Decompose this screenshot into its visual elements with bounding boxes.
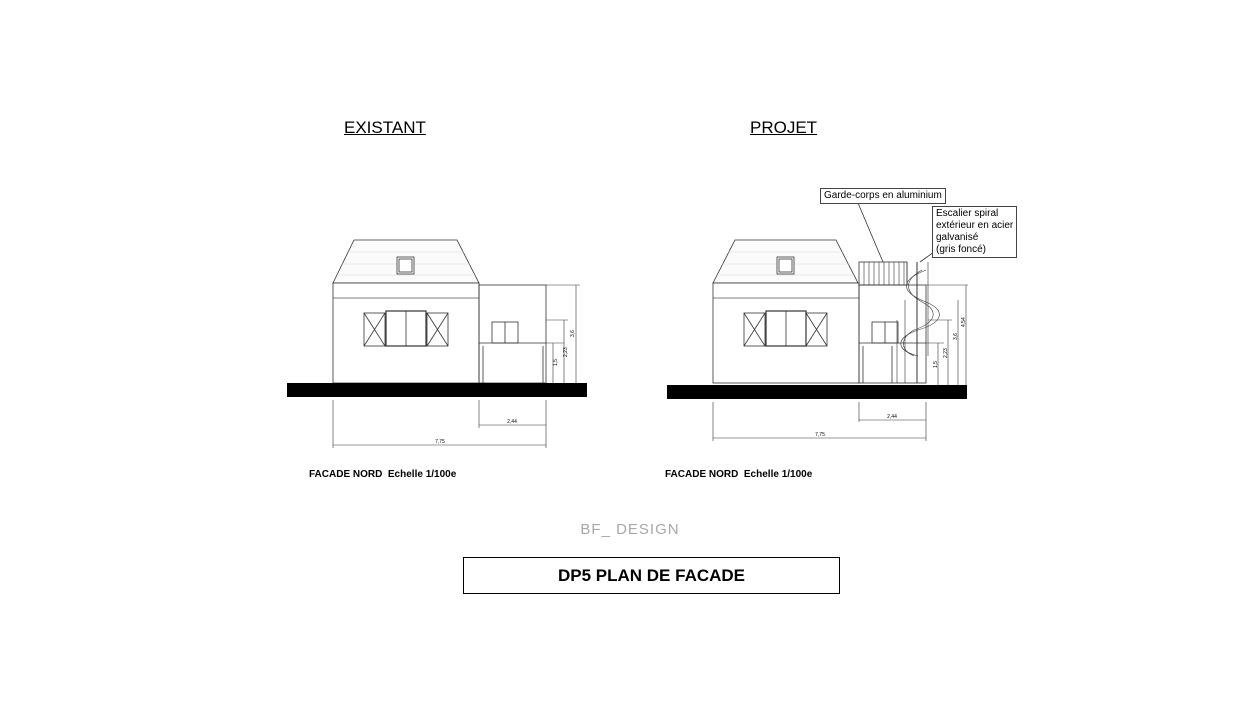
project-dim-h4: 4,54 xyxy=(961,317,967,327)
project-dim-h3: 3,6 xyxy=(953,333,959,340)
project-dim-h1: 1,5 xyxy=(933,361,939,368)
existing-dim-width-annex: 2,44 xyxy=(507,419,517,425)
stair-callout xyxy=(932,206,1017,258)
project-roof-window xyxy=(777,257,794,274)
brand-watermark: BF_ DESIGN xyxy=(580,521,680,538)
existing-dim-h2: 2,23 xyxy=(563,347,569,357)
project-railing xyxy=(859,262,907,285)
sheet-title-box xyxy=(463,557,840,594)
existing-dim-h3: 3,6 xyxy=(570,330,576,337)
existing-dim-h1: 1,5 xyxy=(553,359,559,366)
stair-callout-line-2: extérieur en acier xyxy=(936,220,1014,231)
existing-heading: EXISTANT xyxy=(344,118,426,137)
railing-callout: Garde-corps en aluminium xyxy=(820,188,946,204)
project-dim-width-annex: 2,44 xyxy=(887,414,897,420)
stair-callout-line-1: Escalier spiral xyxy=(936,208,999,219)
stair-callout-line-4: (gris foncé) xyxy=(936,244,987,255)
project-dim-width-total: 7,75 xyxy=(815,432,825,438)
sheet-title: DP5 PLAN DE FACADE xyxy=(557,565,746,585)
project-ground-slab xyxy=(667,385,967,399)
stair-callout-line-3: galvanisé xyxy=(936,232,979,243)
existing-caption: FACADE NORD Echelle 1/100e xyxy=(309,469,457,480)
project-dim-h2: 2,23 xyxy=(943,348,949,358)
project-caption: FACADE NORD Echelle 1/100e xyxy=(665,469,813,480)
existing-dim-width-total: 7,75 xyxy=(435,439,445,445)
project-annex xyxy=(859,285,926,383)
project-heading: PROJET xyxy=(750,118,818,137)
